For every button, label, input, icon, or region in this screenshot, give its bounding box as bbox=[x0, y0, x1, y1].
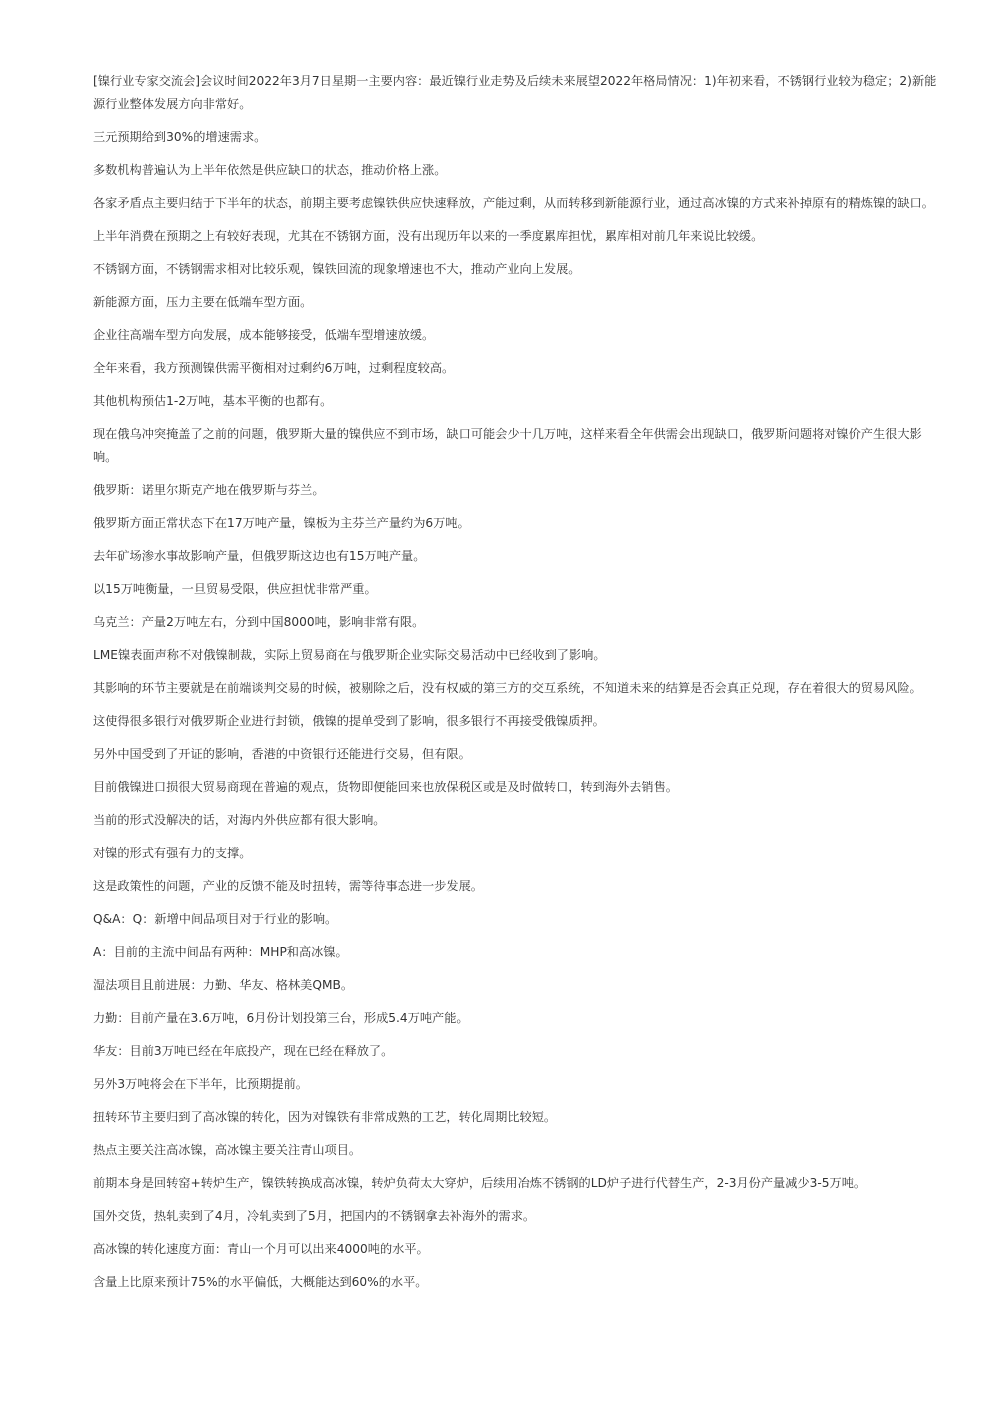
paragraph: 俄罗斯：诺里尔斯克产地在俄罗斯与芬兰。 bbox=[93, 483, 325, 497]
paragraph: 三元预期给到30%的增速需求。 bbox=[93, 130, 267, 144]
paragraph: 这使得很多银行对俄罗斯企业进行封锁，俄镍的提单受到了影响，很多银行不再接受俄镍质押。 bbox=[93, 714, 605, 728]
paragraph: LME镍表面声称不对俄镍制裁，实际上贸易商在与俄罗斯企业实际交易活动中已经收到了影响。 bbox=[93, 648, 606, 662]
paragraph: 乌克兰：产量2万吨左右，分到中国8000吨，影响非常有限。 bbox=[93, 615, 425, 629]
paragraph: 当前的形式没解决的话，对海内外供应都有很大影响。 bbox=[93, 813, 386, 827]
paragraph: 多数机构普遍认为上半年依然是供应缺口的状态，推动价格上涨。 bbox=[93, 163, 447, 177]
paragraph: 各家矛盾点主要归结于下半年的状态，前期主要考虑镍铁供应快速释放，产能过剩，从而转移到新能源行业，通过高冰镍的方式来补掉原有的精炼镍的缺口。 bbox=[93, 196, 934, 210]
paragraph: 热点主要关注高冰镍，高冰镍主要关注青山项目。 bbox=[93, 1143, 362, 1157]
paragraph: 含量上比原来预计75%的水平偏低，大概能达到60%的水平。 bbox=[93, 1275, 428, 1289]
paragraph: 俄罗斯方面正常状态下在17万吨产量，镍板为主芬兰产量约为6万吨。 bbox=[93, 516, 470, 530]
paragraph: 全年来看，我方预测镍供需平衡相对过剩约6万吨，过剩程度较高。 bbox=[93, 361, 455, 375]
paragraph: 不锈钢方面，不锈钢需求相对比较乐观，镍铁回流的现象增速也不大，推动产业向上发展。 bbox=[93, 262, 581, 276]
paragraph: 以15万吨衡量，一旦贸易受限，供应担忧非常严重。 bbox=[93, 582, 377, 596]
paragraph: 扭转环节主要归到了高冰镍的转化，因为对镍铁有非常成熟的工艺，转化周期比较短。 bbox=[93, 1110, 557, 1124]
paragraph: 华友：目前3万吨已经在年底投产，现在已经在释放了。 bbox=[93, 1044, 394, 1058]
paragraph: 其影响的环节主要就是在前端谈判交易的时候，被剔除之后，没有权威的第三方的交互系统，不知道未来的结算是否会真正兑现，存在着很大的贸易风险。 bbox=[93, 681, 922, 695]
paragraph: 现在俄乌冲突掩盖了之前的问题，俄罗斯大量的镍供应不到市场，缺口可能会少十几万吨，这样来看全年供需会出现缺口，俄罗斯问题将对镍价产生很大影响。 bbox=[93, 427, 922, 464]
paragraph: 这是政策性的问题，产业的反馈不能及时扭转，需等待事态进一步发展。 bbox=[93, 879, 483, 893]
paragraph: A：目前的主流中间品有两种：MHP和高冰镍。 bbox=[93, 945, 348, 959]
paragraph: 其他机构预估1-2万吨，基本平衡的也都有。 bbox=[93, 394, 333, 408]
paragraph: 另外中国受到了开证的影响，香港的中资银行还能进行交易，但有限。 bbox=[93, 747, 471, 761]
paragraph: 去年矿场渗水事故影响产量，但俄罗斯这边也有15万吨产量。 bbox=[93, 549, 426, 563]
paragraph: 对镍的形式有强有力的支撑。 bbox=[93, 846, 252, 860]
paragraph: 国外交货，热轧卖到了4月，冷轧卖到了5月，把国内的不锈钢拿去补海外的需求。 bbox=[93, 1209, 536, 1223]
paragraph: 上半年消费在预期之上有较好表现，尤其在不锈钢方面，没有出现历年以来的一季度累库担忧，累库相对前几年来说比较缓。 bbox=[93, 229, 764, 243]
document-body bbox=[93, 70, 945, 1304]
paragraph: 新能源方面，压力主要在低端车型方面。 bbox=[93, 295, 313, 309]
paragraph: 目前俄镍进口损很大贸易商现在普遍的观点，货物即便能回来也放保税区或是及时做转口，转到海外去销售。 bbox=[93, 780, 678, 794]
paragraph: 前期本身是回转窑+转炉生产，镍铁转换成高冰镍，转炉负荷太大穿炉，后续用冶炼不锈钢的LD炉子进行代替生产，2-3月份产量减少3-5万吨。 bbox=[93, 1176, 867, 1190]
paragraph: 高冰镍的转化速度方面：青山一个月可以出来4000吨的水平。 bbox=[93, 1242, 429, 1256]
paragraph: 企业往高端车型方向发展，成本能够接受，低端车型增速放缓。 bbox=[93, 328, 435, 342]
paragraph: [镍行业专家交流会]会议时间2022年3月7日星期一主要内容：最近镍行业走势及后续未来展望2022年格局情况：1)年初来看，不锈钢行业较为稳定；2)新能源行业整体发展方向非常好。 bbox=[93, 74, 937, 111]
paragraph: Q&A：Q：新增中间品项目对于行业的影响。 bbox=[93, 912, 338, 926]
paragraph: 力勤：目前产量在3.6万吨，6月份计划投第三台，形成5.4万吨产能。 bbox=[93, 1011, 469, 1025]
paragraph: 另外3万吨将会在下半年，比预期提前。 bbox=[93, 1077, 308, 1091]
paragraph: 湿法项目且前进展：力勤、华友、格林美QMB。 bbox=[93, 978, 354, 992]
